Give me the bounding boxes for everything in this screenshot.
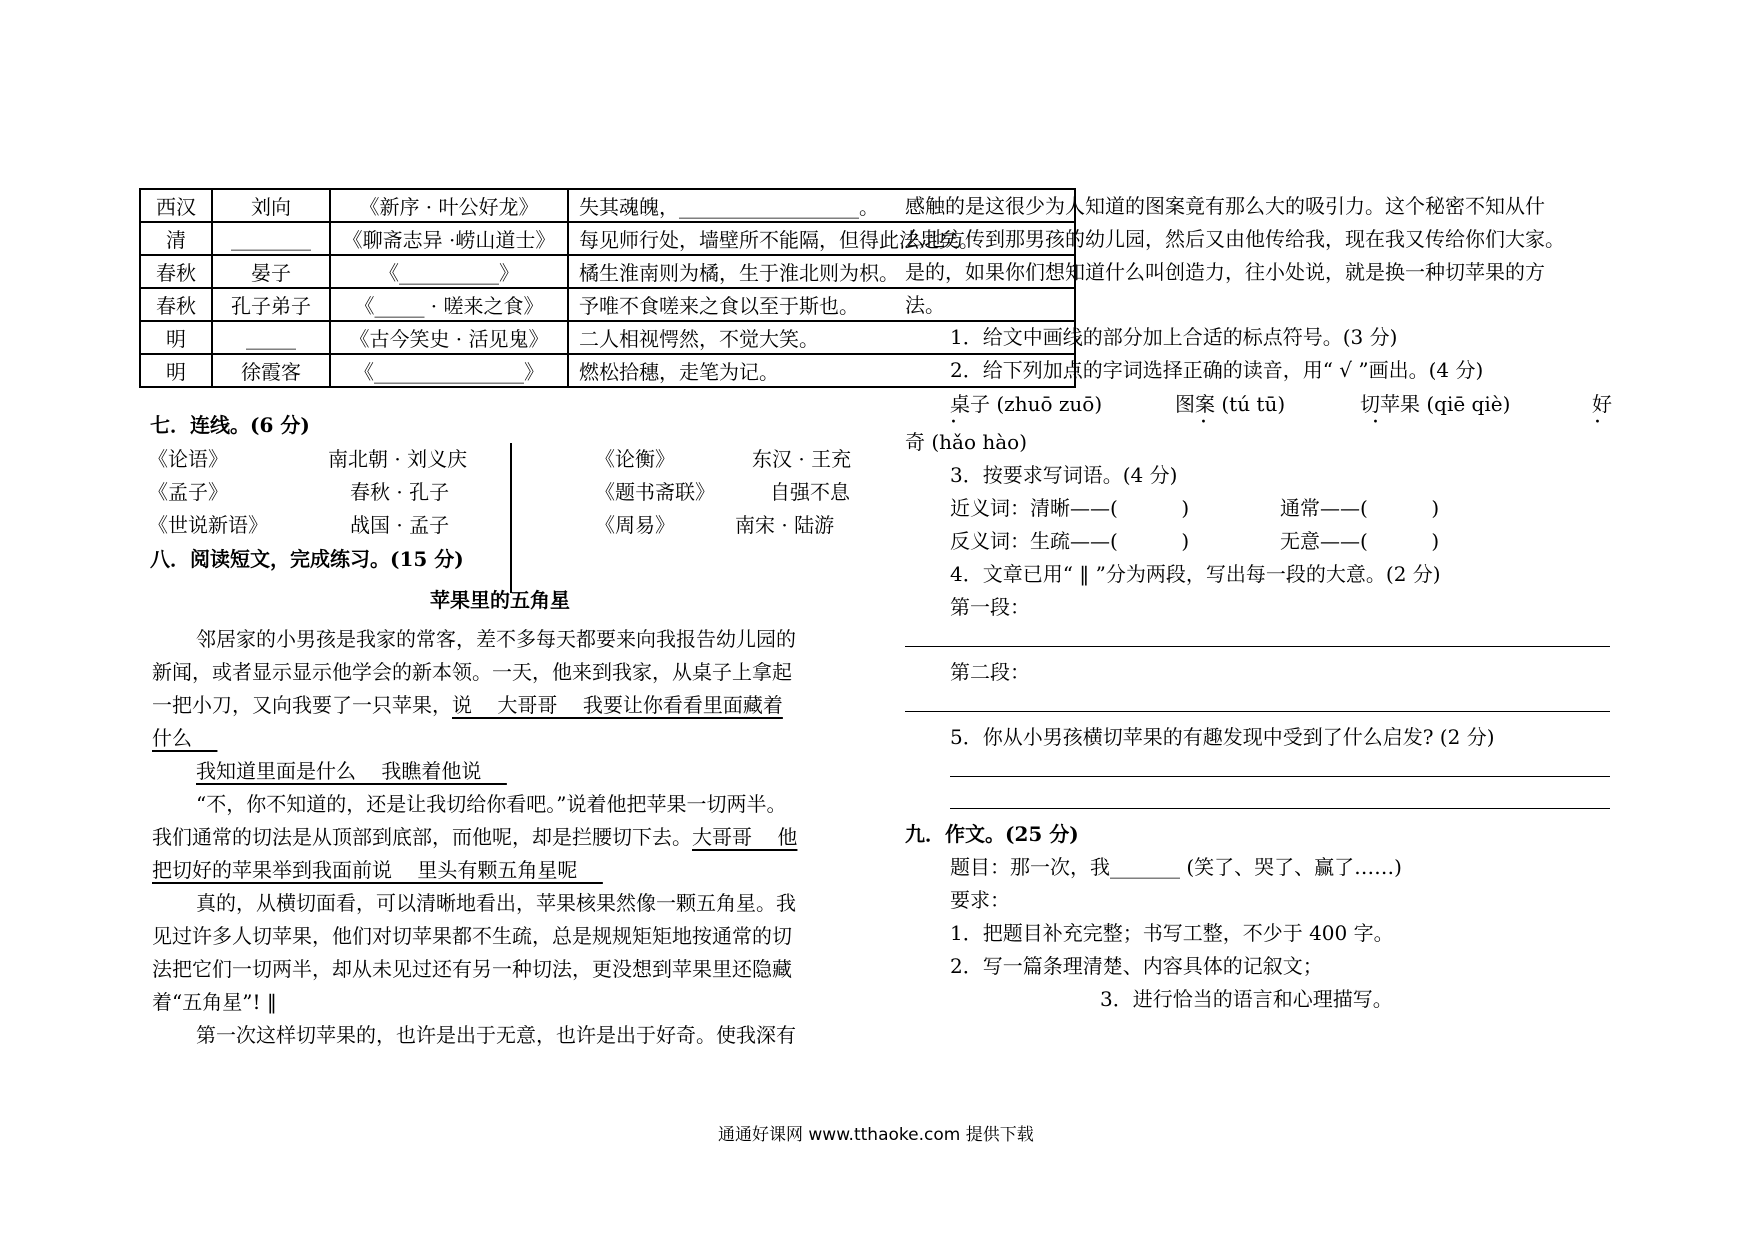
table-cell-era: 春秋 <box>140 255 212 288</box>
table-cell-book: 《古今笑史 · 活见鬼》 <box>330 321 568 354</box>
passage-line: 第一次这样切苹果的，也许是出于无意，也许是出于好奇。使我深有 <box>196 1023 796 1047</box>
table-cell-quote: 橘生淮南则为橘，生于淮北则为枳。 <box>568 255 1075 288</box>
section8-heading: 八．阅读短文，完成练习。(15 分) <box>150 547 464 571</box>
divider-line <box>510 443 512 593</box>
footer-credit: 通通好课网 www.tthaoke.com 提供下载 <box>718 1125 1034 1145</box>
pinyin-choice[interactable]: 切苹果 (qiē qiè) <box>1360 392 1511 416</box>
passage-title: 苹果里的五角星 <box>430 588 570 612</box>
pinyin-choice[interactable]: 桌子 (zhuō zuō) <box>950 392 1103 416</box>
match-left-book-1: 《论语》 <box>148 447 228 471</box>
answer-line-1[interactable] <box>905 646 1610 647</box>
table-cell-book: 《__________》 <box>330 255 568 288</box>
section7-heading: 七．连线。(6 分) <box>150 413 310 437</box>
table-cell-era: 春秋 <box>140 288 212 321</box>
match-left-book-3: 《世说新语》 <box>148 513 268 537</box>
passage-continued: 是的，如果你们想知道什么叫创造力，往小处说，就是换一种切苹果的方 <box>905 260 1545 284</box>
antonym-1[interactable]: 反义词：生疏——( ) <box>950 529 1190 553</box>
synonym-2[interactable]: 通常——( ) <box>1280 496 1440 520</box>
pinyin-choice[interactable]: 图案 (tú tū) <box>1175 392 1286 416</box>
question-3: 3．按要求写词语。(4 分) <box>950 463 1178 487</box>
dot-mark: · <box>1200 410 1207 435</box>
underlined-text: 说 大哥哥 我要让你看看里面藏着 <box>452 693 783 717</box>
passage-line: 邻居家的小男孩是我家的常客，差不多每天都要来向我报告幼儿园的 <box>196 627 796 651</box>
answer-line-2[interactable] <box>905 711 1610 712</box>
table-cell-book: 《_______________》 <box>330 354 568 387</box>
table-cell-book: 《_____ · 嗟来之食》 <box>330 288 568 321</box>
match-right-book-1: 《论衡》 <box>595 447 675 471</box>
table-cell-quote: 二人相视愕然，不觉大笑。 <box>568 321 1075 354</box>
answer-label-2: 第二段： <box>950 660 1030 684</box>
table-cell-author: _____ <box>212 321 330 354</box>
underlined-text: 把切好的苹果举到我面前说 里头有颗五角星呢 <box>152 858 603 882</box>
section9-heading: 九．作文。(25 分) <box>905 822 1079 846</box>
passage-line: 真的，从横切面看，可以清晰地看出，苹果核果然像一颗五角星。我 <box>196 891 796 915</box>
essay-req-2: 2．写一篇条理清楚、内容具体的记叙文； <box>950 954 1323 978</box>
passage-continued: 法。 <box>905 293 945 317</box>
table-cell-author: 孔子弟子 <box>212 288 330 321</box>
literature-table <box>139 188 1076 388</box>
dot-mark: · <box>1372 410 1379 435</box>
underlined-text: 我知道里面是什么 我瞧着他说 <box>196 759 507 783</box>
table-cell-era: 清 <box>140 222 212 255</box>
passage-continued: 么地方传到那男孩的幼儿园，然后又由他传给我，现在我又传给你们大家。 <box>905 227 1565 251</box>
table-cell-book: 《聊斋志异 ·崂山道士》 <box>330 222 568 255</box>
underlined-text: 什么 <box>152 726 218 750</box>
passage-continued: 感触的是这很少为人知道的图案竟有那么大的吸引力。这个秘密不知从什 <box>905 194 1545 218</box>
match-left-author-3: 战国 · 孟子 <box>350 513 450 537</box>
synonym-1[interactable]: 近义词：清晰——( ) <box>950 496 1190 520</box>
question-2: 2．给下列加点的字词选择正确的读音，用“ √ ”画出。(4 分) <box>950 358 1484 382</box>
match-left-author-2: 春秋 · 孔子 <box>350 480 450 504</box>
table-cell-quote: 失其魂魄，__________________。 <box>568 189 1075 222</box>
passage-line: 法把它们一切两半，却从未见过还有另一种切法，更没想到苹果里还隐藏 <box>152 957 792 981</box>
question-5: 5．你从小男孩横切苹果的有趣发现中受到了什么启发? (2 分) <box>950 725 1495 749</box>
table-row <box>140 354 1075 387</box>
pinyin-choice[interactable]: 奇 (hǎo hào) <box>905 430 1028 454</box>
match-left-author-1: 南北朝 · 刘义庆 <box>328 447 468 471</box>
table-cell-quote: 燃松拾穗，走笔为记。 <box>568 354 1075 387</box>
passage-line: “不，你不知道的，还是让我切给你看吧。”说着他把苹果一切两半。 <box>196 792 787 816</box>
pinyin-choice-char: 好 <box>1592 392 1612 416</box>
table-cell-quote: 每见师行处，墙壁所不能隔，但得此法足矣。 <box>568 222 1075 255</box>
passage-line: 见过许多人切苹果，他们对切苹果都不生疏，总是规规矩矩地按通常的切 <box>152 924 792 948</box>
table-cell-author: 徐霞客 <box>212 354 330 387</box>
table-cell-author: 晏子 <box>212 255 330 288</box>
match-left-book-2: 《孟子》 <box>148 480 228 504</box>
match-right-item-2: 自强不息 <box>770 480 850 504</box>
passage-line: 着“五角星”! ‖ <box>152 990 277 1014</box>
match-right-item-1: 东汉 · 王充 <box>752 447 852 471</box>
table-cell-author: ________ <box>212 222 330 255</box>
essay-req-label: 要求： <box>950 888 1010 912</box>
dot-mark: · <box>1594 410 1601 435</box>
essay-req-1: 1．把题目补充完整；书写工整，不少于 400 字。 <box>950 921 1394 945</box>
table-row <box>140 321 1075 354</box>
underlined-text: 大哥哥 他 <box>692 825 798 849</box>
table-cell-era: 西汉 <box>140 189 212 222</box>
table-cell-book: 《新序 · 叶公好龙》 <box>330 189 568 222</box>
answer-line-3[interactable] <box>950 776 1610 777</box>
table-cell-author: 刘向 <box>212 189 330 222</box>
essay-topic: 题目：那一次，我_______ (笑了、哭了、赢了……) <box>950 855 1402 879</box>
passage-line: 新闻，或者显示显示他学会的新本领。一天，他来到我家，从桌子上拿起 <box>152 660 792 684</box>
passage-line: 我们通常的切法是从顶部到底部，而他呢，却是拦腰切下去。大哥哥 他 <box>152 825 798 849</box>
passage-line: 一把小刀，又向我要了一只苹果，说 大哥哥 我要让你看看里面藏着 <box>152 693 783 717</box>
table-cell-quote: 予唯不食嗟来之食以至于斯也。 <box>568 288 1075 321</box>
essay-req-3: 3．进行恰当的语言和心理描写。 <box>1100 987 1393 1011</box>
match-right-book-2: 《题书斋联》 <box>595 480 715 504</box>
answer-line-4[interactable] <box>950 808 1610 809</box>
dot-mark: · <box>950 410 957 435</box>
question-1: 1．给文中画线的部分加上合适的标点符号。(3 分) <box>950 325 1398 349</box>
table-cell-era: 明 <box>140 321 212 354</box>
antonym-2[interactable]: 无意——( ) <box>1280 529 1440 553</box>
table-cell-era: 明 <box>140 354 212 387</box>
question-4: 4．文章已用“ ‖ ”分为两段，写出每一段的大意。(2 分) <box>950 562 1441 586</box>
match-right-book-3: 《周易》 <box>595 513 675 537</box>
answer-label-1: 第一段： <box>950 595 1030 619</box>
match-right-item-3: 南宋 · 陆游 <box>735 513 835 537</box>
